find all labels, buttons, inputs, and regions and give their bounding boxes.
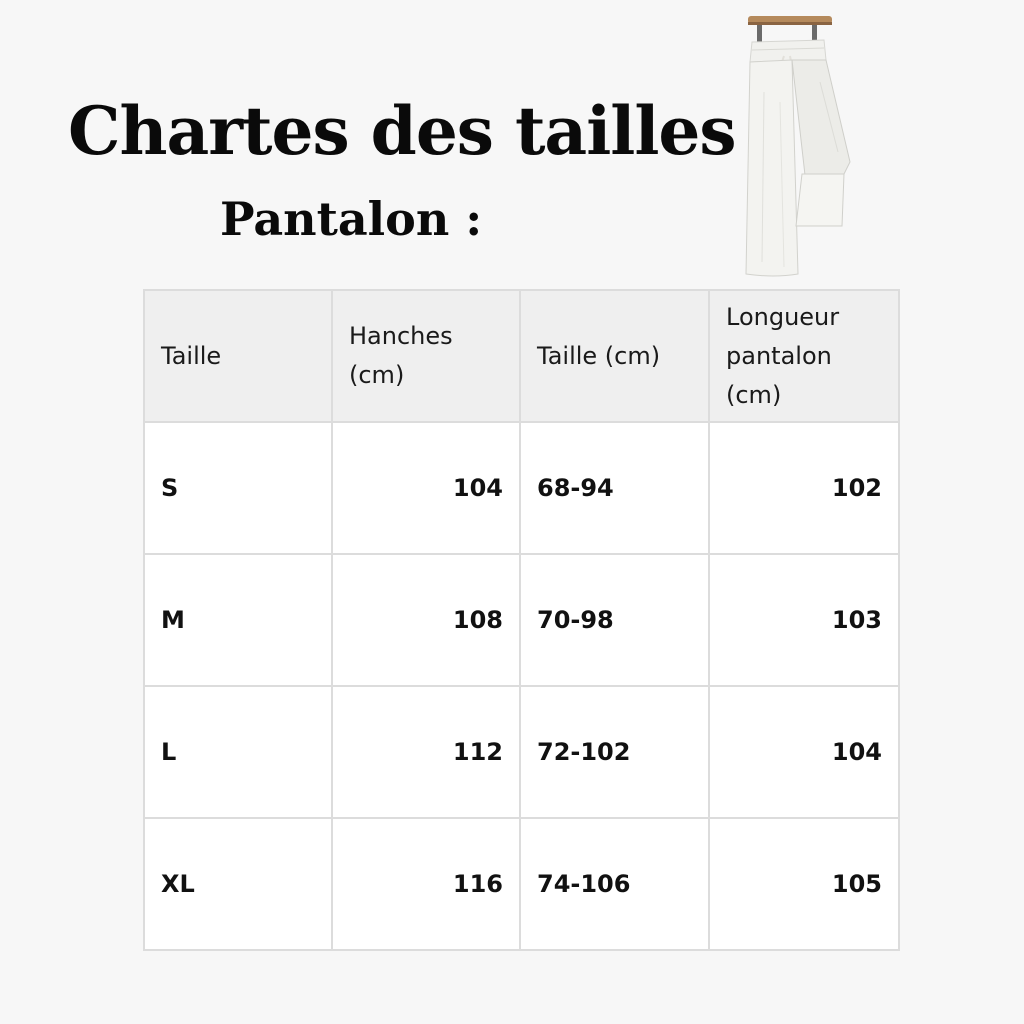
cell-waist: 72-102 [520,686,709,818]
cell-waist: 74-106 [520,818,709,950]
cell-hips: 116 [332,818,520,950]
table-row [144,554,899,686]
cell-waist: 68-94 [520,422,709,554]
column-header-length: Longueur pantalon (cm) [709,290,899,422]
table-row [144,422,899,554]
table-row [144,818,899,950]
cell-size: S [144,422,332,554]
cell-length: 102 [709,422,899,554]
table-header-row [144,290,899,422]
cell-length: 103 [709,554,899,686]
table-row [144,686,899,818]
product-image [740,12,860,278]
cell-waist: 70-98 [520,554,709,686]
column-header-waist: Taille (cm) [520,290,709,422]
page-title: Chartes des tailles [68,92,736,170]
size-chart-table [143,289,900,951]
cell-hips: 108 [332,554,520,686]
cell-hips: 104 [332,422,520,554]
page-subtitle: Pantalon : [220,192,483,246]
trousers-icon [740,12,860,278]
column-header-size: Taille [144,290,332,422]
cell-length: 104 [709,686,899,818]
cell-hips: 112 [332,686,520,818]
cell-length: 105 [709,818,899,950]
cell-size: M [144,554,332,686]
cell-size: L [144,686,332,818]
column-header-hips: Hanches (cm) [332,290,520,422]
cell-size: XL [144,818,332,950]
